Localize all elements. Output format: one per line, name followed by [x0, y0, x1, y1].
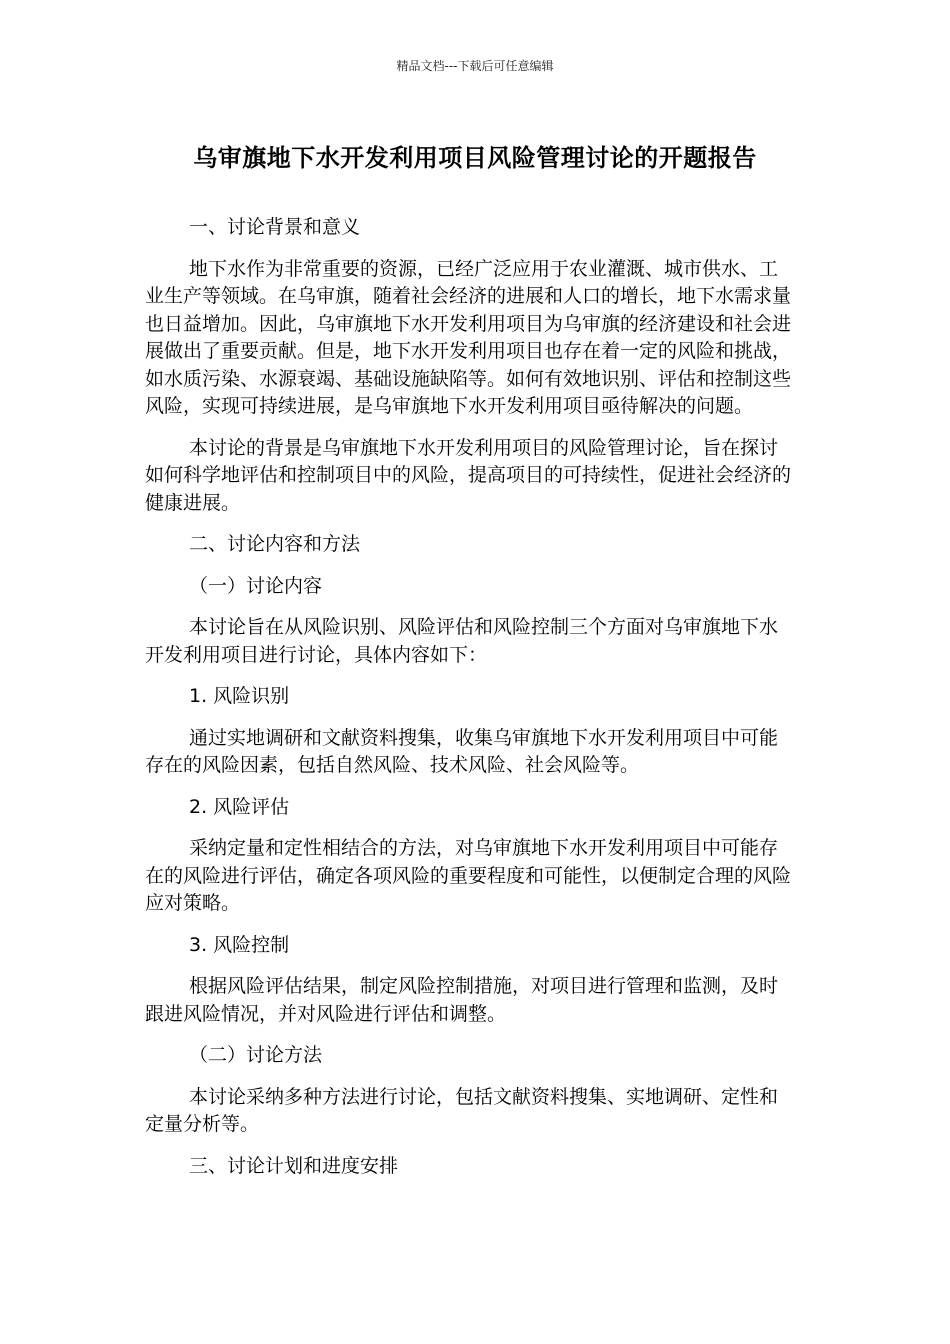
paragraph-risk-identification: 通过实地调研和文献资料搜集，收集乌审旗地下水开发利用项目中可能存在的风险因素，包括自然风险、技术风险、社会风险等。: [145, 726, 779, 776]
document-body: [145, 214, 795, 1194]
page-header: 精品文档---下载后可任意编辑: [396, 59, 554, 73]
paragraph-background-1: 地下水作为非常重要的资源，已经广泛应用于农业灌溉、城市供水、工业生产等领域。在乌审旗，随着社会经济的进展和人口的增长，地下水需求量也日益增加。因此，乌审旗地下水开发利用项目为乌审旗的经济建设和社会进展做出了重要贡献。但是，地下水开发利用项目也存在着一定的风险和挑战，如水质污染、水源衰竭、基础设施缺陷等。如何有效地识别、评估和控制这些风险，实现可持续进展，是乌审旗地下水开发利用项目亟待解决的问题。: [145, 257, 792, 417]
subsection-heading-method: （二）讨论方法: [189, 1044, 323, 1066]
item-heading-risk-identification: 1. 风险识别: [189, 685, 290, 707]
paragraph-method: 本讨论采纳多种方法进行讨论，包括文献资料搜集、实地调研、定性和定量分析等。: [145, 1085, 779, 1135]
item-heading-risk-assessment: 2. 风险评估: [189, 795, 290, 818]
paragraph-risk-control: 根据风险评估结果，制定风险控制措施，对项目进行管理和监测，及时跟进风险情况，并对风险进行评估和调整。: [145, 975, 779, 1025]
paragraph-risk-assessment: 采纳定量和定性相结合的方法，对乌审旗地下水开发利用项目中可能存在的风险进行评估，确定各项风险的重要程度和可能性，以便制定合理的风险应对策略。: [145, 837, 792, 914]
section-heading-content-method: 二、讨论内容和方法: [189, 533, 361, 555]
paragraph-background-2: 本讨论的背景是乌审旗地下水开发利用项目的风险管理讨论，旨在探讨如何科学地评估和控制项目中的风险，提高项目的可持续性，促进社会经济的健康进展。: [145, 436, 792, 514]
section-heading-background: 一、讨论背景和意义: [189, 216, 361, 238]
paragraph-content-intro: 本讨论旨在从风险识别、风险评估和风险控制三个方面对乌审旗地下水开发利用项目进行讨论，具体内容如下：: [145, 616, 779, 666]
section-heading-plan: 三、讨论计划和进度安排: [189, 1154, 399, 1177]
document-title: 乌审旗地下水开发利用项目风险管理讨论的开题报告: [193, 144, 757, 172]
item-heading-risk-control: 3. 风险控制: [189, 933, 290, 956]
subsection-heading-content: （一）讨论内容: [189, 574, 323, 597]
